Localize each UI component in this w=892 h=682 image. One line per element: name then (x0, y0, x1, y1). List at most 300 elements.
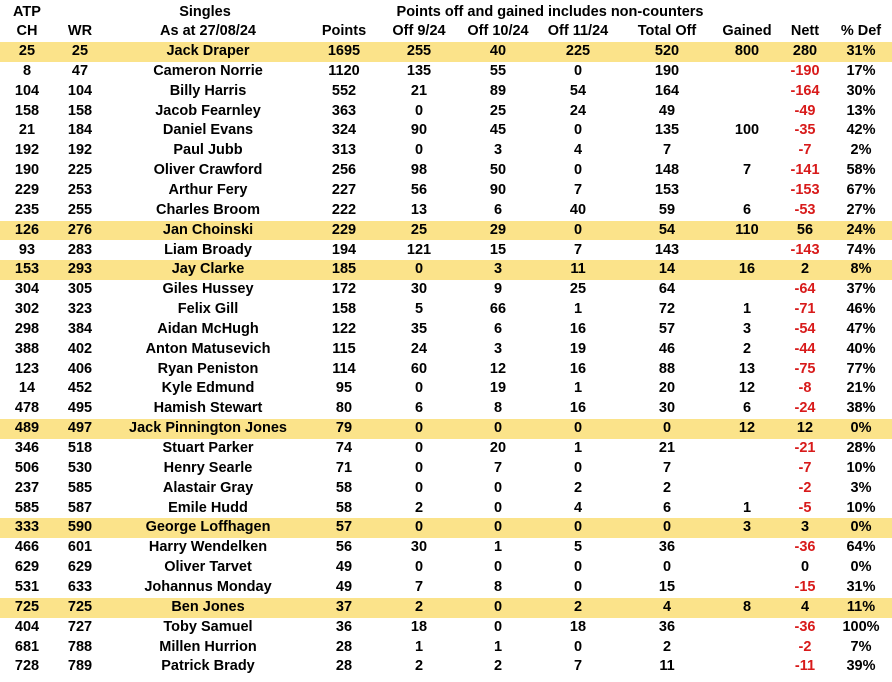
table-row (0, 340, 892, 360)
ch-cell: 725 (14, 598, 40, 615)
wr-cell: 633 (67, 578, 93, 595)
points-cell: 71 (335, 459, 353, 476)
wr-cell: 727 (67, 618, 93, 635)
off-11-24-cell: 16 (569, 320, 587, 337)
gained-cell (714, 618, 780, 638)
total-off-cell: 14 (658, 261, 676, 278)
nett-cell: -141 (790, 162, 820, 179)
wr-cell: 283 (67, 241, 93, 258)
wr-cell: 276 (67, 221, 93, 238)
off-9-24-cell: 2 (414, 499, 424, 516)
ch-cell: 333 (14, 519, 40, 536)
off-10-24-cell: 0 (493, 420, 503, 437)
off-10-24-cell: 8 (493, 578, 503, 595)
total-off-cell: 54 (658, 221, 676, 238)
gained-cell (714, 241, 780, 261)
wr-cell: 518 (67, 440, 93, 456)
nett-cell: 56 (796, 221, 814, 238)
player-name-cell: Charles Broom (156, 201, 260, 218)
table-row (0, 379, 892, 399)
player-name-cell: Jack Pinnington Jones (129, 420, 287, 437)
pct-def-cell: 30% (846, 82, 876, 99)
table-row (0, 141, 892, 161)
total-off-cell: 2 (662, 479, 672, 496)
pct-def-cell: 0% (850, 559, 872, 576)
table-row (0, 399, 892, 419)
points-cell: 185 (331, 261, 357, 278)
off-10-24-cell: 66 (489, 301, 507, 318)
off-11-24-cell: 0 (573, 420, 583, 437)
pct-def-cell: 28% (846, 440, 876, 456)
off-10-24-cell: 15 (489, 241, 507, 258)
table-row (0, 300, 892, 320)
col-header-wr: WR (67, 23, 93, 39)
player-name-cell: Patrick Brady (161, 658, 255, 675)
off-10-24-cell: 40 (489, 43, 507, 59)
wr-cell: 495 (67, 400, 93, 417)
total-off-cell: 143 (654, 241, 680, 258)
col-header-off-10-24: Off 10/24 (467, 23, 529, 39)
points-cell: 36 (335, 618, 353, 635)
gained-cell (714, 578, 780, 598)
pct-def-cell: 46% (846, 301, 876, 318)
gained-cell (714, 479, 780, 499)
table-row (0, 439, 892, 459)
ch-cell: 21 (18, 122, 36, 139)
table-row (0, 598, 892, 618)
ch-cell: 123 (14, 360, 40, 377)
total-off-cell: 72 (658, 301, 676, 318)
gained-cell (714, 657, 780, 677)
off-9-24-cell: 0 (414, 102, 424, 119)
off-11-24-cell: 7 (573, 181, 583, 198)
off-9-24-cell: 0 (414, 261, 424, 278)
off-11-24-cell: 225 (565, 43, 591, 59)
pct-def-cell: 67% (846, 181, 876, 198)
points-cell: 313 (331, 142, 357, 159)
gained-cell (714, 141, 780, 161)
off-9-24-cell: 2 (414, 658, 424, 675)
player-name-cell: Ben Jones (171, 598, 245, 615)
off-9-24-cell: 0 (414, 420, 424, 437)
nett-cell: 280 (792, 43, 818, 59)
total-off-cell: 20 (658, 380, 676, 397)
off-10-24-cell: 1 (493, 539, 503, 556)
total-off-cell: 36 (658, 618, 676, 635)
gained-cell (714, 181, 780, 201)
total-off-cell: 190 (654, 62, 680, 79)
off-9-24-cell: 24 (410, 340, 428, 357)
nett-cell: -143 (790, 241, 820, 258)
total-off-cell: 0 (662, 519, 672, 536)
off-10-24-cell: 1 (493, 638, 503, 655)
player-name-cell: Alastair Gray (162, 479, 254, 496)
player-name-cell: Jan Choinski (162, 221, 254, 238)
nett-cell: 3 (800, 519, 810, 536)
table-row (0, 62, 892, 82)
points-cell: 1120 (328, 62, 360, 79)
gained-cell: 12 (738, 380, 756, 397)
table-row (0, 181, 892, 201)
gained-cell: 1 (742, 499, 752, 516)
ch-cell: 404 (14, 618, 40, 635)
off-10-24-cell: 29 (489, 221, 507, 238)
wr-cell: 253 (67, 181, 93, 198)
off-10-24-cell: 6 (493, 320, 503, 337)
pct-def-cell: 24% (846, 221, 876, 238)
gained-cell: 6 (742, 201, 752, 218)
player-name-cell: Anton Matusevich (145, 340, 271, 357)
total-off-cell: 153 (654, 181, 680, 198)
gained-cell: 110 (735, 221, 759, 238)
off-9-24-cell: 0 (414, 559, 424, 576)
off-11-24-cell: 7 (573, 658, 583, 675)
player-name-cell: Kyle Edmund (161, 380, 255, 397)
points-cell: 122 (331, 320, 357, 337)
points-cell: 58 (335, 479, 353, 496)
wr-cell: 158 (67, 102, 93, 119)
nett-cell: -5 (798, 499, 812, 516)
pct-def-cell: 39% (846, 658, 876, 675)
player-name-cell: Aidan McHugh (157, 320, 259, 337)
wr-cell: 530 (67, 459, 93, 476)
pct-def-cell: 0% (850, 420, 872, 437)
ch-cell: 235 (14, 201, 40, 218)
wr-cell: 225 (67, 162, 93, 179)
pct-def-cell: 77% (846, 360, 876, 377)
wr-cell: 305 (67, 281, 93, 298)
atp-header: ATP (13, 4, 41, 20)
table-row (0, 201, 892, 221)
wr-cell: 789 (67, 658, 93, 675)
col-header-ch: CH (16, 23, 38, 39)
pct-def-cell: 100% (842, 618, 880, 635)
off-9-24-cell: 6 (414, 400, 424, 417)
player-name-cell: Felix Gill (177, 301, 239, 318)
off-10-24-cell: 3 (493, 340, 503, 357)
ch-cell: 302 (14, 301, 40, 318)
wr-cell: 590 (67, 519, 93, 536)
table-row (0, 499, 892, 519)
points-cell: 58 (335, 499, 353, 516)
nett-cell: -2 (798, 638, 812, 655)
gained-cell: 100 (734, 122, 760, 139)
total-off-cell: 164 (654, 82, 680, 99)
ch-cell: 298 (14, 320, 40, 337)
wr-cell: 104 (67, 82, 93, 99)
player-name-cell: Jay Clarke (171, 261, 245, 278)
player-name-cell: Daniel Evans (162, 122, 254, 139)
points-cell: 37 (335, 598, 353, 615)
nett-cell: -11 (794, 658, 816, 675)
singles-header: Singles (179, 4, 231, 20)
off-9-24-cell: 121 (406, 241, 432, 258)
pct-def-cell: 10% (846, 459, 876, 476)
total-off-cell: 6 (662, 499, 672, 516)
off-9-24-cell: 135 (406, 62, 432, 79)
off-10-24-cell: 3 (493, 142, 503, 159)
off-11-24-cell: 1 (573, 440, 583, 456)
table-row (0, 657, 892, 677)
table-row (0, 538, 892, 558)
off-10-24-cell: 90 (489, 181, 507, 198)
player-name-cell: Hamish Stewart (153, 400, 263, 417)
ch-cell: 346 (14, 440, 40, 456)
total-off-cell: 7 (662, 142, 672, 159)
pct-def-cell: 27% (846, 201, 876, 218)
points-note-header: Points off and gained includes non-counters (396, 4, 704, 20)
off-11-24-cell: 18 (569, 618, 587, 635)
off-9-24-cell: 21 (410, 82, 428, 99)
off-10-24-cell: 7 (493, 459, 503, 476)
points-cell: 114 (332, 360, 356, 377)
total-off-cell: 148 (654, 162, 680, 179)
off-9-24-cell: 0 (414, 479, 424, 496)
table-row (0, 221, 892, 241)
off-11-24-cell: 0 (573, 459, 583, 476)
gained-cell: 16 (738, 261, 756, 278)
table-row (0, 558, 892, 578)
col-header-total-off: Total Off (637, 23, 697, 39)
nett-cell: -64 (794, 281, 816, 298)
table-row (0, 479, 892, 499)
points-cell: 222 (331, 201, 357, 218)
player-name-cell: Oliver Tarvet (164, 559, 252, 576)
table-row (0, 578, 892, 598)
off-9-24-cell: 30 (410, 539, 428, 556)
total-off-cell: 4 (662, 598, 672, 615)
gained-cell (714, 102, 780, 122)
gained-cell: 12 (738, 420, 756, 437)
points-cell: 256 (331, 162, 357, 179)
player-name-cell: Paul Jubb (173, 142, 243, 159)
off-9-24-cell: 2 (414, 598, 424, 615)
total-off-cell: 46 (658, 340, 676, 357)
gained-cell: 8 (742, 598, 752, 615)
off-10-24-cell: 0 (493, 479, 503, 496)
gained-cell (714, 280, 780, 300)
nett-cell: -2 (798, 479, 812, 496)
nett-cell: 2 (800, 261, 810, 278)
points-cell: 28 (335, 638, 353, 655)
wr-cell: 293 (67, 261, 93, 278)
total-off-cell: 11 (659, 658, 675, 675)
pct-def-cell: 74% (846, 241, 876, 258)
off-10-24-cell: 25 (489, 102, 507, 119)
ch-cell: 237 (14, 479, 40, 496)
off-10-24-cell: 9 (493, 281, 503, 298)
off-11-24-cell: 0 (573, 221, 583, 238)
off-10-24-cell: 55 (489, 62, 507, 79)
col-header-gained: Gained (722, 23, 772, 39)
off-10-24-cell: 8 (493, 400, 503, 417)
pct-def-cell: 38% (846, 400, 876, 417)
nett-cell: 4 (800, 598, 810, 615)
total-off-cell: 36 (658, 539, 676, 556)
off-10-24-cell: 45 (489, 122, 507, 139)
points-cell: 324 (331, 122, 357, 139)
gained-cell (714, 558, 780, 578)
off-11-24-cell: 1 (573, 380, 583, 397)
table-row (0, 260, 892, 280)
total-off-cell: 135 (654, 122, 680, 139)
points-cell: 194 (331, 241, 357, 258)
table-row (0, 360, 892, 380)
off-11-24-cell: 0 (573, 638, 583, 655)
wr-cell: 452 (67, 380, 93, 397)
off-10-24-cell: 20 (489, 440, 507, 456)
ch-cell: 93 (18, 241, 36, 258)
nett-cell: -36 (794, 539, 816, 556)
table-row (0, 459, 892, 479)
off-9-24-cell: 56 (410, 181, 428, 198)
nett-cell: -8 (798, 380, 812, 397)
ch-cell: 506 (14, 459, 40, 476)
table-row (0, 102, 892, 122)
wr-cell: 587 (67, 499, 93, 516)
nett-cell: -164 (790, 82, 820, 99)
wr-cell: 406 (67, 360, 93, 377)
player-name-cell: Harry Wendelken (148, 539, 268, 556)
ch-cell: 388 (14, 340, 40, 357)
col-header-off-9-24: Off 9/24 (392, 23, 446, 39)
off-9-24-cell: 0 (414, 519, 424, 536)
pct-def-cell: 31% (846, 43, 876, 59)
total-off-cell: 7 (662, 459, 672, 476)
off-11-24-cell: 7 (573, 241, 583, 258)
off-10-24-cell: 50 (489, 162, 507, 179)
pct-def-cell: 58% (846, 162, 876, 179)
table-row (0, 42, 892, 62)
points-cell: 363 (331, 102, 357, 119)
pct-def-cell: 7% (850, 638, 872, 655)
gained-cell (714, 638, 780, 658)
gained-cell (714, 459, 780, 479)
off-10-24-cell: 0 (493, 598, 503, 615)
off-11-24-cell: 5 (573, 539, 583, 556)
off-11-24-cell: 2 (573, 479, 583, 496)
total-off-cell: 49 (658, 102, 676, 119)
off-11-24-cell: 0 (573, 62, 583, 79)
wr-cell: 25 (71, 43, 89, 59)
gained-cell: 13 (738, 360, 756, 377)
off-11-24-cell: 2 (573, 598, 583, 615)
pct-def-cell: 64% (846, 539, 876, 556)
points-cell: 49 (335, 578, 353, 595)
wr-cell: 384 (67, 320, 93, 337)
nett-cell: -53 (794, 201, 816, 218)
off-11-24-cell: 24 (569, 102, 587, 119)
col-header-points: Points (321, 23, 367, 39)
nett-cell: -75 (794, 360, 816, 377)
total-off-cell: 88 (658, 360, 676, 377)
pct-def-cell: 13% (846, 102, 876, 119)
nett-cell: -44 (794, 340, 816, 357)
off-11-24-cell: 4 (573, 142, 583, 159)
pct-def-cell: 2% (850, 142, 872, 159)
total-off-cell: 0 (662, 420, 672, 437)
points-cell: 227 (331, 181, 357, 198)
ch-cell: 531 (14, 578, 40, 595)
points-cell: 56 (335, 539, 353, 556)
wr-cell: 184 (67, 122, 93, 139)
total-off-cell: 64 (658, 281, 676, 298)
nett-cell: 0 (800, 559, 810, 576)
off-9-24-cell: 60 (410, 360, 428, 377)
off-9-24-cell: 13 (410, 201, 428, 218)
off-9-24-cell: 90 (410, 122, 428, 139)
player-name-cell: Stuart Parker (162, 440, 254, 456)
off-9-24-cell: 98 (410, 162, 428, 179)
ch-cell: 8 (22, 62, 32, 79)
ch-cell: 229 (14, 181, 40, 198)
off-9-24-cell: 5 (414, 301, 424, 318)
nett-cell: -15 (794, 578, 816, 595)
table-row (0, 280, 892, 300)
nett-cell: -24 (794, 400, 816, 417)
off-10-24-cell: 89 (489, 82, 507, 99)
wr-cell: 323 (67, 301, 93, 318)
ch-cell: 192 (14, 142, 40, 159)
gained-cell: 1 (742, 301, 752, 318)
nett-cell: -36 (794, 618, 816, 635)
pct-def-cell: 40% (846, 340, 876, 357)
points-cell: 552 (331, 82, 357, 99)
off-9-24-cell: 18 (410, 618, 428, 635)
ch-cell: 153 (14, 261, 40, 278)
player-name-cell: Billy Harris (169, 82, 247, 99)
off-10-24-cell: 0 (493, 618, 503, 635)
wr-cell: 497 (67, 420, 93, 437)
wr-cell: 255 (67, 201, 93, 218)
points-cell: 57 (335, 519, 353, 536)
pct-def-cell: 42% (846, 122, 876, 139)
ch-cell: 489 (14, 420, 40, 437)
nett-cell: 12 (796, 420, 814, 437)
table-row (0, 320, 892, 340)
gained-cell: 800 (734, 43, 760, 59)
gained-cell (714, 538, 780, 558)
ch-cell: 14 (18, 380, 36, 397)
player-name-cell: Toby Samuel (163, 618, 253, 635)
player-name-cell: Emile Hudd (168, 499, 248, 516)
table-row (0, 638, 892, 658)
total-off-cell: 2 (662, 638, 672, 655)
wr-cell: 788 (67, 638, 93, 655)
nett-cell: -49 (794, 102, 816, 119)
off-11-24-cell: 0 (573, 519, 583, 536)
nett-cell: -35 (794, 122, 816, 139)
points-cell: 95 (335, 380, 353, 397)
off-11-24-cell: 0 (573, 578, 583, 595)
player-name-cell: Arthur Fery (168, 181, 248, 198)
off-9-24-cell: 30 (410, 281, 428, 298)
pct-def-cell: 21% (846, 380, 876, 397)
pct-def-cell: 11% (846, 598, 876, 615)
ch-cell: 728 (14, 658, 40, 675)
ch-cell: 190 (14, 162, 40, 179)
off-10-24-cell: 3 (493, 261, 503, 278)
total-off-cell: 59 (658, 201, 676, 218)
total-off-cell: 15 (658, 578, 676, 595)
gained-cell: 3 (742, 320, 752, 337)
player-name-cell: Liam Broady (164, 241, 252, 258)
nett-cell: -21 (794, 440, 816, 456)
wr-cell: 629 (67, 559, 93, 576)
player-name-cell: Ryan Peniston (157, 360, 259, 377)
gained-cell: 7 (742, 162, 752, 179)
pct-def-cell: 17% (846, 62, 876, 79)
